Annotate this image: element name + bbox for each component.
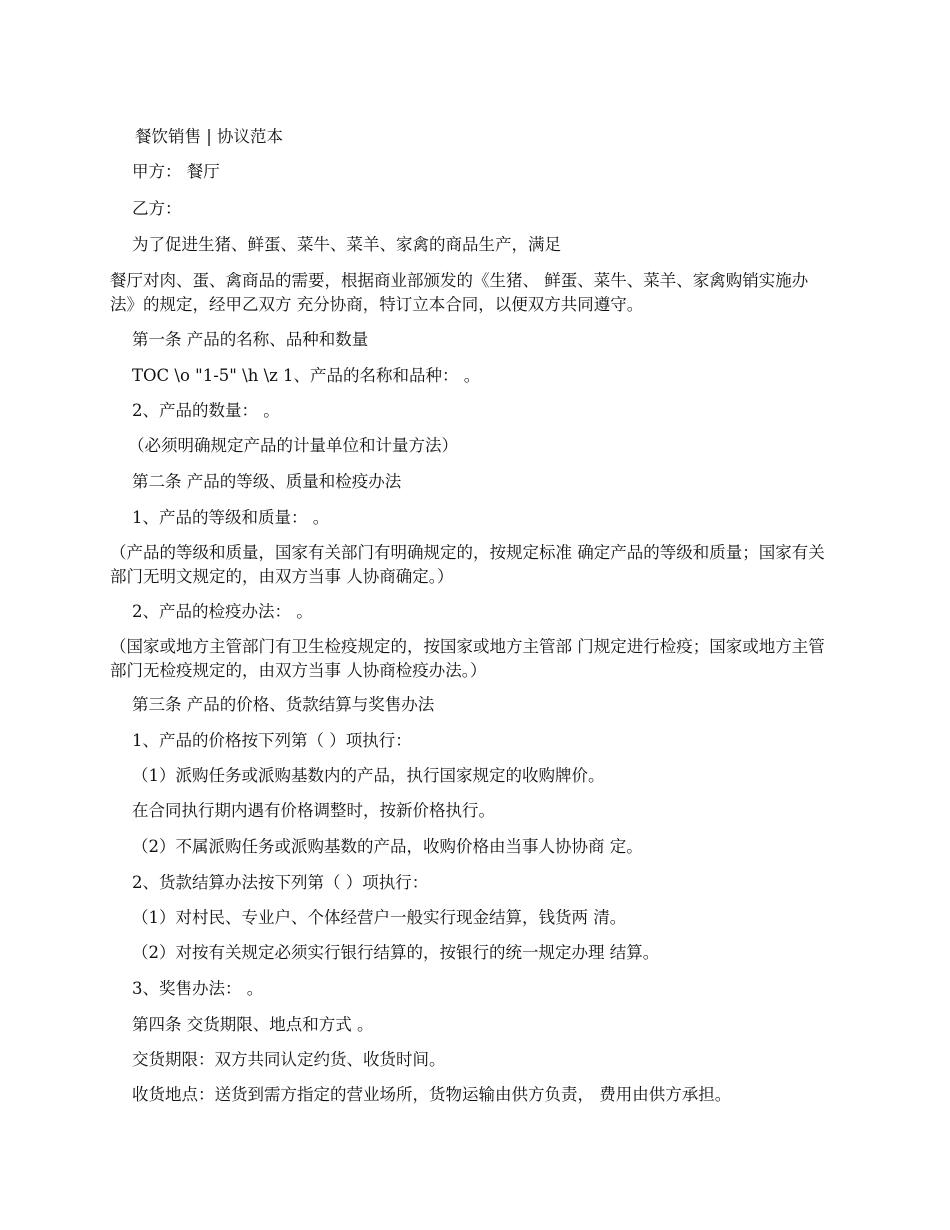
article-4-place: 收货地点：送货到需方指定的营业场所，货物运输由供方负责， 费用由供方承担。 xyxy=(132,1085,732,1104)
article-2-note-1: （产品的等级和质量，国家有关部门有明确规定的，按规定标准 确定产品的等级和质量；国家有关部门无明文规定的，由双方当事 人协商确定。） xyxy=(110,543,825,586)
article-1-title: 第一条 产品的名称、品种和数量 xyxy=(132,330,369,349)
article-3-title: 第三条 产品的价格、货款结算与奖售办法 xyxy=(132,695,435,714)
article-3-item-1-a: （1）派购任务或派购基数内的产品，执行国家规定的收购牌价。 xyxy=(132,766,605,785)
article-3-item-2-b: （2）对按有关规定必须实行银行结算的，按银行的统一规定办理 结算。 xyxy=(132,943,660,962)
article-3-item-2-a: （1）对村民、专业户、个体经营户一般实行现金结算，钱货两 清。 xyxy=(132,908,627,927)
article-2-title: 第二条 产品的等级、质量和检疫办法 xyxy=(132,472,402,491)
article-1-item-1: TOC \o "1-5" \h \z 1、产品的名称和品种： 。 xyxy=(132,366,481,385)
article-3-item-1-b: （2）不属派购任务或派购基数的产品，收购价格由当事人协协商 定。 xyxy=(132,837,643,856)
article-2-item-1: 1、产品的等级和质量： 。 xyxy=(132,508,330,527)
party-a-line: 甲方： 餐厅 xyxy=(132,162,220,181)
article-2-note-2: （国家或地方主管部门有卫生检疫规定的，按国家或地方主管部 门规定进行检疫；国家或地方主管部门无检疫规定的，由双方当事 人协商检疫办法。） xyxy=(110,637,825,680)
article-3-item-3: 3、奖售办法： 。 xyxy=(132,979,264,998)
article-1-item-2: 2、产品的数量： 。 xyxy=(132,401,280,420)
article-3-item-1-a2: 在合同执行期内遇有价格调整时，按新价格执行。 xyxy=(132,801,495,820)
article-4-deadline: 交货期限：双方共同认定约货、收货时间。 xyxy=(132,1050,446,1069)
article-3-item-2: 2、货款结算办法按下列第（ ）项执行： xyxy=(132,873,429,892)
article-2-item-2: 2、产品的检疫办法： 。 xyxy=(132,602,313,621)
intro-paragraph: 餐厅对肉、蛋、禽商品的需要，根据商业部颁发的《生猪、 鲜蛋、菜牛、菜羊、家禽购销实施办法》的规定，经甲乙双方 充分协商，特订立本合同，以便双方共同遵守。 xyxy=(110,271,809,314)
article-1-note: （必须明确规定产品的计量单位和计量方法） xyxy=(128,436,458,455)
party-b-line: 乙方： xyxy=(132,199,182,218)
article-4-title: 第四条 交货期限、地点和方式 。 xyxy=(132,1015,374,1034)
intro-line: 为了促进生猪、鲜蛋、菜牛、菜羊、家禽的商品生产，满足 xyxy=(132,235,561,254)
document-title: 餐饮销售 | 协议范本 xyxy=(135,127,284,146)
article-3-item-1: 1、产品的价格按下列第（ ）项执行： xyxy=(132,731,412,750)
